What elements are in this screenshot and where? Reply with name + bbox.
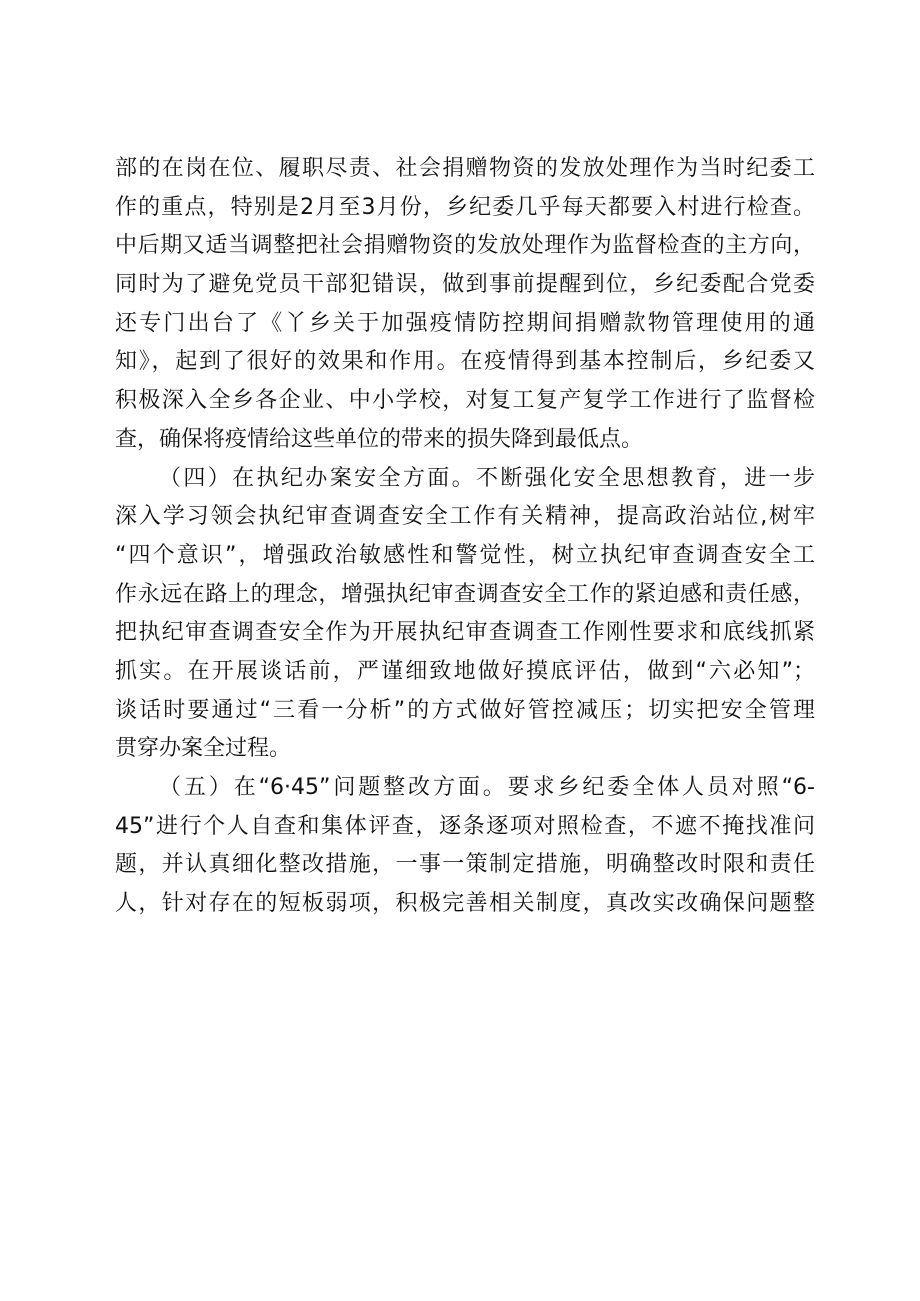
- text-line: 把执纪审查调查安全作为开展执纪审查调查工作刚性要求和底线抓紧: [115, 620, 815, 646]
- text-line: 谈话时要通过“三看一分析”的方式做好管控减压；切实把安全管理: [115, 697, 815, 723]
- text-line: 知》，起到了很好的效果和作用。在疫情得到基本控制后，乡纪委又: [115, 349, 815, 375]
- text-line: 中后期又适当调整把社会捐赠物资的发放处理作为监督检查的主方向，: [115, 233, 815, 259]
- paragraph-five: [115, 769, 815, 924]
- text-line: 积极深入全乡各企业、中小学校，对复工复产复学工作进行了监督检: [115, 388, 815, 414]
- text-line: 作永远在路上的理念，增强执纪审查调查安全工作的紧迫感和责任感，: [115, 581, 815, 607]
- text-line: 部的在岗在位、履职尽责、社会捐赠物资的发放处理作为当时纪委工: [115, 156, 815, 181]
- text-line: （五）在“6·45”问题整改方面。要求乡纪委全体人员对照“6-: [159, 775, 815, 800]
- text-line: “四个意识”，增强政治敏感性和警觉性，树立执纪审查调查安全工: [115, 542, 815, 568]
- text-line: 贯穿办案全过程。: [115, 736, 292, 762]
- text-line: 题，并认真细化整改措施，一事一策制定措施，明确整改时限和责任: [115, 852, 815, 878]
- text-line: 45”进行个人自查和集体评查，逐条逐项对照检查，不遮不掩找准问: [115, 813, 815, 839]
- text-line: （四）在执纪办案安全方面。不断强化安全思想教育，进一步: [159, 465, 815, 491]
- text-line: 作的重点，特别是2月至3月份，乡纪委几乎每天都要入村进行检查。: [115, 194, 815, 220]
- paragraph-continuation: [115, 150, 815, 460]
- text-line: 人，针对存在的短板弱项，积极完善相关制度，真改实改确保问题整: [115, 891, 815, 917]
- text-line: 查，确保将疫情给这些单位的带来的损失降到最低点。: [115, 426, 644, 452]
- text-line: 同时为了避免党员干部犯错误，做到事前提醒到位，乡纪委配合党委: [115, 272, 815, 298]
- body-text: [115, 150, 815, 924]
- text-line: 抓实。在开展谈话前，严谨细致地做好摸底评估，做到“六必知”；: [115, 658, 815, 684]
- text-line: 深入学习领会执纪审查调查安全工作有关精神，提高政治站位,树牢: [115, 504, 815, 530]
- text-line: 还专门出台了《丫乡关于加强疫情防控期间捐赠款物管理使用的通: [115, 310, 815, 336]
- paragraph-four: [115, 460, 815, 770]
